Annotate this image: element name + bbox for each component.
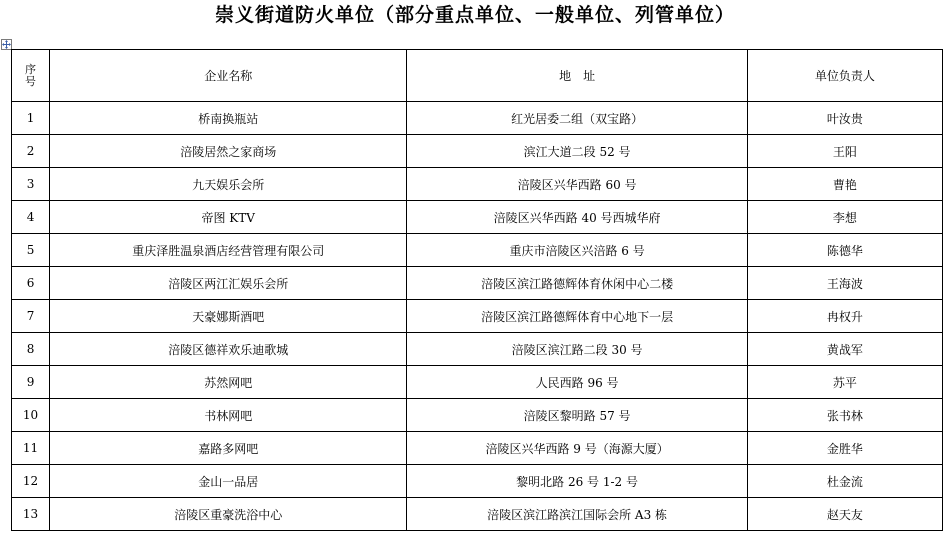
fire-safety-units-table: [11, 49, 943, 531]
row-company-name-cell: 天豪娜斯酒吧: [50, 300, 407, 333]
header-index: [12, 50, 50, 102]
table-row: [12, 135, 943, 168]
row-index-cell: 13: [12, 498, 50, 531]
table-row: [12, 300, 943, 333]
row-address-cell: 涪陵区滨江路二段 30 号: [407, 333, 747, 366]
table-row: [12, 102, 943, 135]
table-row: [12, 465, 943, 498]
row-person-cell: 黄战军: [747, 333, 942, 366]
row-index-cell: 1: [12, 102, 50, 135]
row-person-cell: 张书林: [747, 399, 942, 432]
row-index-cell: 7: [12, 300, 50, 333]
row-address-cell: 涪陵区滨江路德辉体育休闲中心二楼: [407, 267, 747, 300]
row-address-cell: 涪陵区兴华西路 9 号（海源大厦）: [407, 432, 747, 465]
table-header-row: [12, 50, 943, 102]
header-person-in-charge: 单位负责人: [747, 50, 942, 102]
table-row: [12, 498, 943, 531]
row-company-name-cell: 九天娱乐会所: [50, 168, 407, 201]
row-address-cell: 人民西路 96 号: [407, 366, 747, 399]
row-index-cell: 8: [12, 333, 50, 366]
row-company-name-cell: 涪陵区德祥欢乐迪歌城: [50, 333, 407, 366]
row-address-cell: 涪陵区兴华西路 60 号: [407, 168, 747, 201]
document-title: 崇义街道防火单位（部分重点单位、一般单位、列管单位）: [214, 4, 735, 26]
row-address-cell: 红光居委二组（双宝路）: [407, 102, 747, 135]
row-company-name-cell: 涪陵区两江汇娱乐会所: [50, 267, 407, 300]
table-row: [12, 234, 943, 267]
row-company-name-cell: 书林网吧: [50, 399, 407, 432]
header-index-line2: 号: [25, 74, 37, 88]
row-person-cell: 王阳: [747, 135, 942, 168]
row-company-name-cell: 涪陵居然之家商场: [50, 135, 407, 168]
row-person-cell: 杜金流: [747, 465, 942, 498]
row-address-cell: 涪陵区黎明路 57 号: [407, 399, 747, 432]
row-person-cell: 曹艳: [747, 168, 942, 201]
row-company-name-cell: 金山一品居: [50, 465, 407, 498]
table-row: [12, 168, 943, 201]
row-person-cell: 陈德华: [747, 234, 942, 267]
row-index-cell: 10: [12, 399, 50, 432]
row-person-cell: 冉权升: [747, 300, 942, 333]
header-address: 地 址: [407, 50, 747, 102]
table-row: [12, 333, 943, 366]
row-index-cell: 2: [12, 135, 50, 168]
move-arrows-icon: [2, 40, 11, 49]
row-person-cell: 王海波: [747, 267, 942, 300]
row-address-cell: 重庆市涪陵区兴涪路 6 号: [407, 234, 747, 267]
header-company-name: 企业名称: [50, 50, 407, 102]
table-row: [12, 432, 943, 465]
row-person-cell: 叶汝贵: [747, 102, 942, 135]
row-index-cell: 6: [12, 267, 50, 300]
row-address-cell: 涪陵区滨江路滨江国际会所 A3 栋: [407, 498, 747, 531]
row-address-cell: 滨江大道二段 52 号: [407, 135, 747, 168]
header-index-line1: 序: [25, 62, 37, 76]
table-row: [12, 366, 943, 399]
row-company-name-cell: 苏然网吧: [50, 366, 407, 399]
row-index-cell: 9: [12, 366, 50, 399]
row-person-cell: 李想: [747, 201, 942, 234]
row-company-name-cell: 重庆泽胜温泉酒店经营管理有限公司: [50, 234, 407, 267]
row-company-name-cell: 桥南换瓶站: [50, 102, 407, 135]
row-index-cell: 11: [12, 432, 50, 465]
row-index-cell: 5: [12, 234, 50, 267]
row-address-cell: 涪陵区兴华西路 40 号西城华府: [407, 201, 747, 234]
row-person-cell: 苏平: [747, 366, 942, 399]
row-company-name-cell: 涪陵区重豪洗浴中心: [50, 498, 407, 531]
row-address-cell: 黎明北路 26 号 1-2 号: [407, 465, 747, 498]
row-index-cell: 4: [12, 201, 50, 234]
table-row: [12, 399, 943, 432]
row-index-cell: 12: [12, 465, 50, 498]
row-person-cell: 赵天友: [747, 498, 942, 531]
table-row: [12, 201, 943, 234]
row-company-name-cell: 帝图 KTV: [50, 201, 407, 234]
row-company-name-cell: 嘉路多网吧: [50, 432, 407, 465]
row-person-cell: 金胜华: [747, 432, 942, 465]
row-index-cell: 3: [12, 168, 50, 201]
row-address-cell: 涪陵区滨江路德辉体育中心地下一层: [407, 300, 747, 333]
table-row: [12, 267, 943, 300]
